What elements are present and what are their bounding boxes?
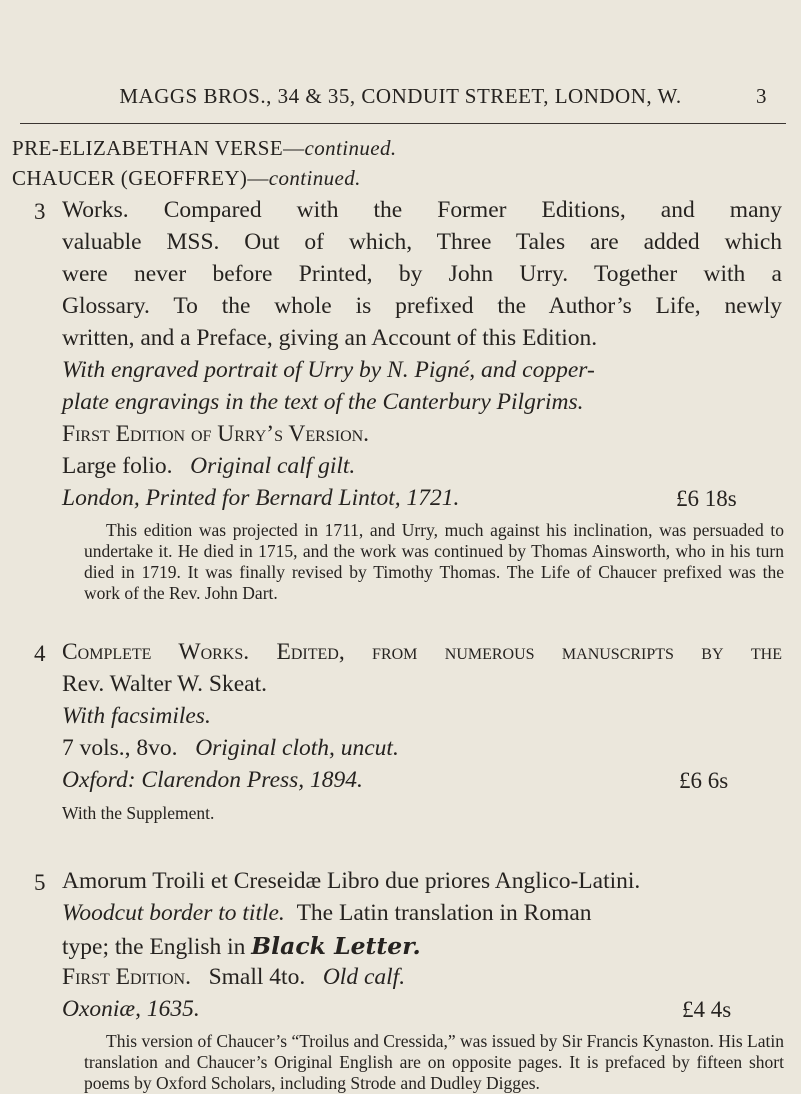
description-line: Works. Compared with the Former Editions, and many	[62, 197, 782, 223]
imprint: Oxoniæ, 1635.	[62, 996, 200, 1022]
description-line: Amorum Troili et Creseidæ Libro due priores Anglico-Latini.	[62, 868, 641, 894]
format: Large folio.	[62, 453, 173, 479]
format-line	[62, 453, 355, 480]
header-rule	[20, 123, 786, 124]
description-line: were never before Printed, by John Urry. Together with a	[62, 261, 782, 287]
binding: Original calf gilt.	[190, 453, 356, 479]
description-line: written, and a Preface, giving an Account of this Edition.	[62, 325, 598, 351]
illustration-note: plate engravings in the text of the Canterbury Pilgrims.	[62, 389, 584, 415]
price: £4 4s	[682, 997, 732, 1022]
imprint: London, Printed for Bernard Lintot, 1721.	[62, 485, 460, 511]
header-text: MAGGS BROS., 34 & 35, CONDUIT STREET, LONDON, W.	[119, 84, 682, 108]
illustration-note: With facsimiles.	[62, 703, 211, 729]
author-heading: CHAUCER (GEOFFREY)—continued.	[12, 166, 361, 190]
illustration-note: With engraved portrait of Urry by N. Pigné, and copper-	[62, 357, 595, 383]
description-line: Glossary. To the whole is prefixed the Author’s Life, newly	[62, 293, 782, 319]
item-number: 3	[34, 199, 46, 224]
page-number: 3	[756, 84, 767, 108]
format-line	[62, 735, 399, 762]
supplement-note: With the Supplement.	[62, 803, 215, 823]
item-number: 4	[34, 641, 46, 666]
page-header	[0, 84, 801, 109]
price: £6 18s	[676, 486, 737, 511]
description-line: Rev. Walter W. Skeat.	[62, 671, 268, 697]
black-letter-text: Black Letter.	[251, 932, 421, 960]
format: 7 vols., 8vo.	[62, 735, 178, 761]
price: £6 6s	[679, 768, 729, 793]
woodcut-line: Woodcut border to title. The Latin translation in Roman	[62, 900, 592, 926]
edition-line: First Edition of Urry’s Version.	[62, 421, 370, 447]
section-title: PRE-ELIZABETHAN VERSE—continued.	[12, 136, 397, 160]
imprint: Oxford: Clarendon Press, 1894.	[62, 767, 363, 793]
descriptive-note: This version of Chaucer’s “Troilus and Cressida,” was issued by Sir Francis Kynaston. His Latin translation and Chaucer’s Original English are on opposite pages. It is prefaced by fifteen short poems by Oxford Scholars, including Strode and Dudley Digges.	[84, 1031, 784, 1093]
descriptive-note: This edition was projected in 1711, and Urry, much against his inclination, was persuaded to undertake it. He died in 1715, and the work was continued by Thomas Ainsworth, who in his turn died in 1719. It was finally revised by Timothy Thomas. The Life of Chaucer prefixed was the work of the Rev. John Dart.	[84, 520, 785, 603]
edition-line: First Edition. Small 4to. Old calf.	[62, 964, 406, 990]
format: Small 4to.	[208, 964, 306, 990]
description-line: valuable MSS. Out of which, Three Tales are added which	[62, 229, 782, 255]
description-line: Complete Works. Edited, from numerous manuscripts by the	[62, 639, 782, 665]
binding: Old calf.	[322, 964, 406, 990]
item-number: 5	[34, 870, 46, 895]
binding: Original cloth, uncut.	[195, 735, 399, 761]
type-line: type; the English in Black Letter.	[62, 932, 421, 960]
